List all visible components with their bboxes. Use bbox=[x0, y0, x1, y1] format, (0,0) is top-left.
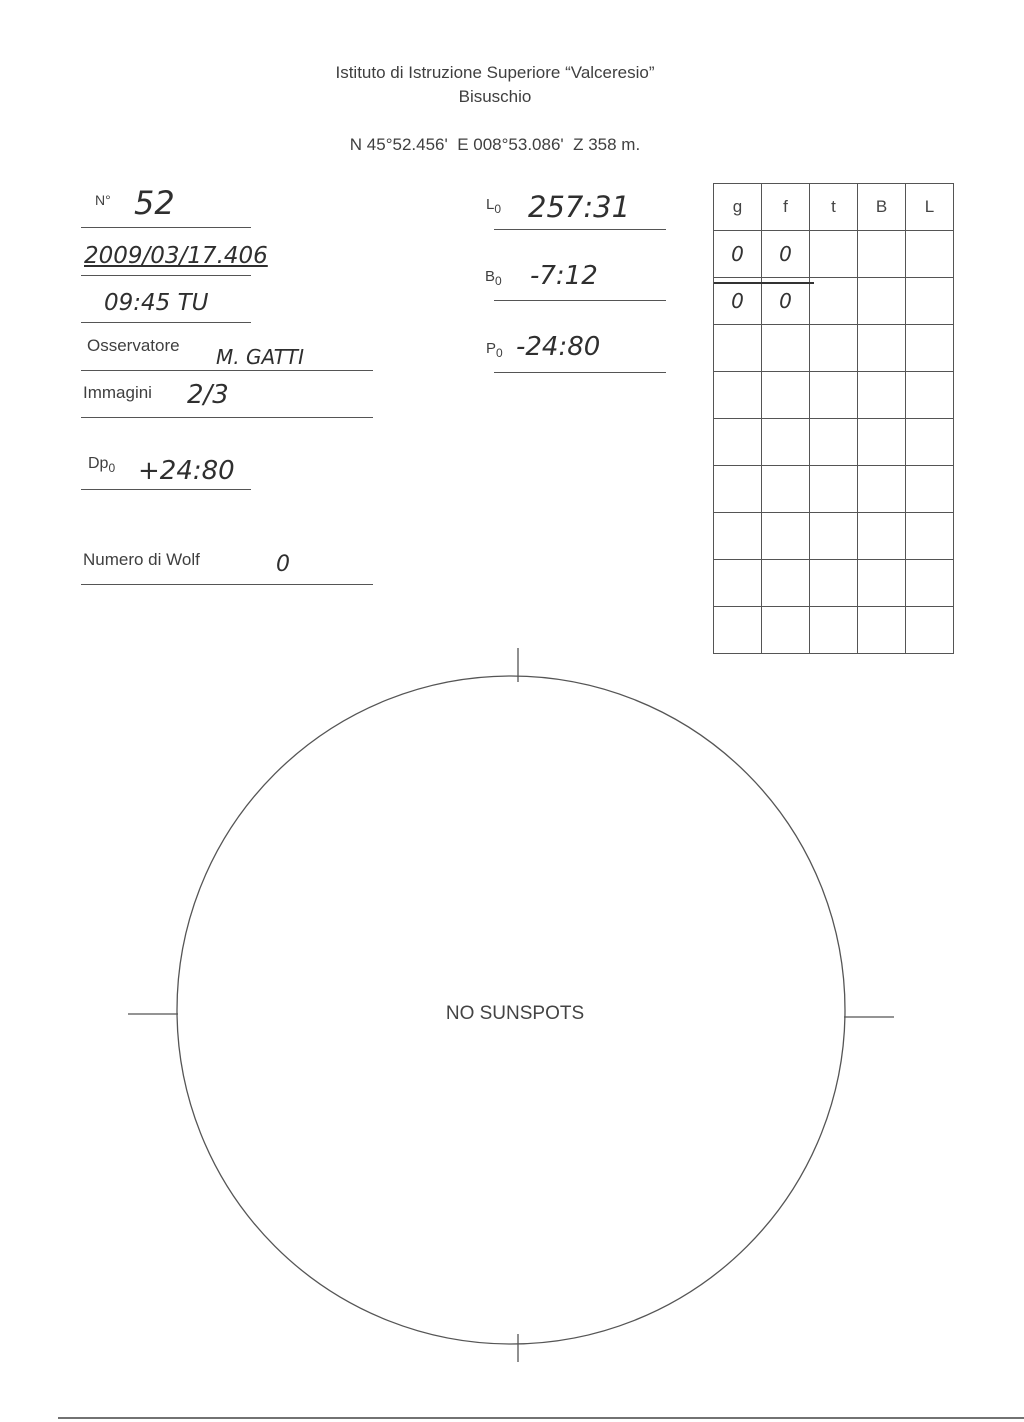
no-sunspots-note: NO SUNSPOTS bbox=[445, 1003, 585, 1024]
table-cell: 0 bbox=[714, 278, 762, 325]
table-header-cell: f bbox=[762, 184, 810, 231]
images-label: Immagini bbox=[83, 383, 152, 402]
time-value: 09:45 TU bbox=[104, 290, 209, 316]
table-header-cell: g bbox=[714, 184, 762, 231]
table-header-cell: t bbox=[810, 184, 858, 231]
p0-value: -24:80 bbox=[516, 332, 601, 362]
observer-label: Osservatore bbox=[87, 336, 180, 355]
b0-label-text: B bbox=[485, 268, 496, 285]
table-header-cell: B bbox=[858, 184, 906, 231]
dp0-label-sub: 0 bbox=[108, 461, 116, 476]
observer-value: M. GATTI bbox=[216, 345, 305, 369]
p0-label-text: P bbox=[486, 340, 497, 357]
wolf-label: Numero di Wolf bbox=[83, 550, 200, 569]
number-value: 52 bbox=[134, 184, 175, 222]
number-label: N° bbox=[95, 192, 111, 208]
table-cell: 0 bbox=[762, 231, 810, 278]
l0-label-text: L bbox=[486, 196, 495, 213]
l0-label-sub: 0 bbox=[494, 202, 502, 216]
table-header-cell: L bbox=[906, 184, 954, 231]
table-cell: 0 bbox=[762, 278, 810, 325]
b0-label-sub: 0 bbox=[495, 274, 502, 288]
date-value: 2009/03/17.406 bbox=[84, 243, 268, 269]
town-name: Bisuschio bbox=[458, 87, 532, 106]
p0-label-sub: 0 bbox=[496, 346, 503, 360]
l0-value: 257:31 bbox=[528, 190, 631, 224]
b0-value: -7:12 bbox=[530, 261, 598, 291]
images-value: 2/3 bbox=[187, 380, 229, 410]
dp0-value: +24:80 bbox=[138, 456, 235, 486]
dp0-label-text: Dp bbox=[88, 455, 109, 472]
site-coordinates: N 45°52.456' E 008°53.086' Z 358 m. bbox=[349, 135, 641, 154]
table-cell: 0 bbox=[714, 231, 762, 278]
wolf-value: 0 bbox=[276, 552, 290, 577]
institute-name: Istituto di Istruzione Superiore “Valceresio” bbox=[335, 63, 655, 82]
